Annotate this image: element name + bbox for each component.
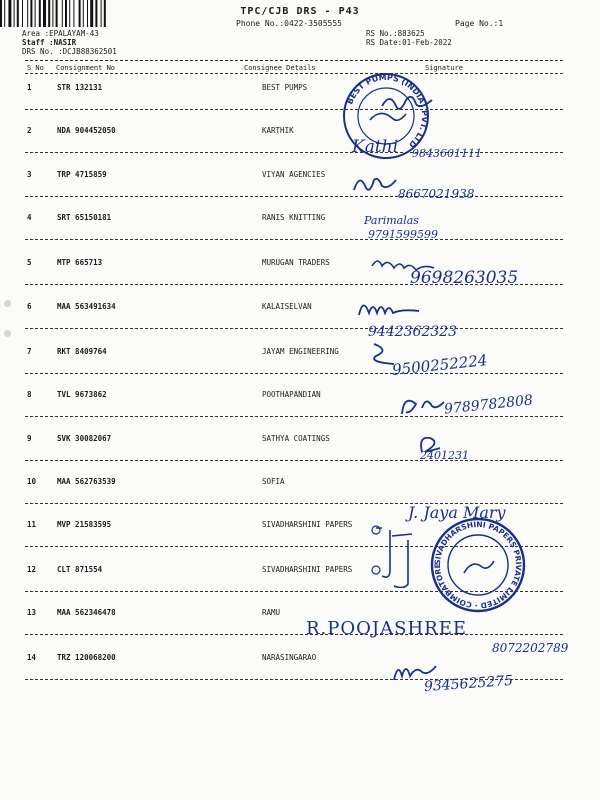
col-sno: S No xyxy=(27,64,44,72)
row-consignment-number: SRT 65150181 xyxy=(57,213,112,222)
row-consignee-name: SOFIA xyxy=(262,477,285,486)
row-consignee-name: POOTHAPANDIAN xyxy=(262,390,321,399)
row-consignment-number: NDA 904452050 xyxy=(57,126,116,135)
row-consignee-name: SATHYA COATINGS xyxy=(262,434,330,443)
row-divider xyxy=(25,152,563,153)
row-serial-number: 1 xyxy=(27,83,32,92)
row-consignee-name: RAMU xyxy=(262,608,281,617)
handwritten-phone: 9442362323 xyxy=(368,324,458,340)
handwritten-phone: 9791599599 xyxy=(368,228,438,241)
col-consignee: Consignee Details xyxy=(244,64,316,72)
row-consignment-number: MAA 562763539 xyxy=(57,477,116,486)
row-consignee-name: SIVADHARSHINI PAPERS xyxy=(262,520,353,529)
row-serial-number: 10 xyxy=(27,477,37,486)
row-serial-number: 7 xyxy=(27,347,32,356)
row-serial-number: 11 xyxy=(27,520,37,529)
company-seal-sivadharshini xyxy=(428,515,528,615)
row-divider xyxy=(25,460,563,461)
handwritten-phone: 8072202789 xyxy=(492,641,569,655)
area-label: Area :EPALAYAM-43 xyxy=(22,29,99,38)
row-consignment-number: MTP 665713 xyxy=(57,258,103,267)
row-serial-number: 14 xyxy=(27,653,37,662)
row-consignment-number: MVP 21583595 xyxy=(57,520,112,529)
row-divider xyxy=(25,109,563,110)
signature-scribble xyxy=(366,518,426,588)
row-divider xyxy=(25,196,563,197)
row-serial-number: 8 xyxy=(27,390,32,399)
svg-text:SIVADHARSHINI PAPERS PRIVATE L: SIVADHARSHINI PAPERS PRIVATE LIMITED · COIMBATORE xyxy=(432,519,524,611)
staff-label: Staff :NASIR xyxy=(22,38,77,47)
handwritten-phone: 9698263035 xyxy=(410,268,519,288)
row-consignment-number: TRZ 120068200 xyxy=(57,653,116,662)
row-serial-number: 4 xyxy=(27,213,32,222)
row-divider xyxy=(25,328,563,329)
handwritten-phone: 9843601111 xyxy=(412,147,482,160)
svg-text:BEST PUMPS (INDIA) PVT. LTD: BEST PUMPS (INDIA) PVT. LTD xyxy=(345,72,430,150)
row-consignment-number: SVK 30082067 xyxy=(57,434,112,443)
handwritten-phone: 2401231 xyxy=(420,449,469,462)
row-serial-number: 6 xyxy=(27,302,32,311)
document-title: TPC/CJB DRS - P43 xyxy=(240,6,360,17)
row-serial-number: 3 xyxy=(27,170,32,179)
signature-scribble xyxy=(396,392,446,418)
row-consignee-name: BEST PUMPS xyxy=(262,83,308,92)
rs-number: RS No.:883625 xyxy=(366,29,425,38)
row-consignment-number: STR 132131 xyxy=(57,83,103,92)
row-serial-number: 12 xyxy=(27,565,37,574)
row-consignee-name: MURUGAN TRADERS xyxy=(262,258,330,267)
rs-date: RS Date:01-Feb-2022 xyxy=(366,38,452,47)
handwritten-name: Parimalas xyxy=(364,214,419,227)
row-consignee-name: NARASINGARAO xyxy=(262,653,317,662)
handwritten-name: J. Jaya Mary xyxy=(408,503,506,522)
signature-scribble xyxy=(355,297,425,319)
punch-hole xyxy=(4,300,11,307)
punch-hole xyxy=(4,330,11,337)
row-divider xyxy=(25,416,563,417)
page-number: Page No.:1 xyxy=(455,19,504,28)
handwritten-phone: 9345625275 xyxy=(423,672,514,696)
row-serial-number: 9 xyxy=(27,434,32,443)
row-divider xyxy=(25,373,563,374)
row-consignment-number: MAA 562346478 xyxy=(57,608,116,617)
divider xyxy=(25,60,563,61)
signature-scribble xyxy=(350,170,400,196)
handwritten-name: Kathi xyxy=(352,137,399,157)
row-consignment-number: CLT 871554 xyxy=(57,565,103,574)
handwritten-phone: 9789782808 xyxy=(443,392,534,418)
handwritten-phone: 9500252224 xyxy=(391,351,489,379)
drs-number: DRS No. :DCJB88362501 xyxy=(22,47,117,56)
row-serial-number: 13 xyxy=(27,608,37,617)
row-consignment-number: RKT 8409764 xyxy=(57,347,107,356)
row-divider xyxy=(25,634,563,635)
col-signature: Signature xyxy=(425,64,463,72)
row-consignee-name: KALAISELVAN xyxy=(262,302,312,311)
row-serial-number: 5 xyxy=(27,258,32,267)
signature-scribble xyxy=(378,92,438,114)
row-consignee-name: RANIS KNITTING xyxy=(262,213,326,222)
col-consignment: Consignment No xyxy=(56,64,116,72)
row-consignee-name: JAYAM ENGINEERING xyxy=(262,347,339,356)
row-serial-number: 2 xyxy=(27,126,32,135)
row-consignee-name: KARTHIK xyxy=(262,126,294,135)
row-consignment-number: MAA 563491634 xyxy=(57,302,116,311)
row-consignment-number: TVL 9673862 xyxy=(57,390,107,399)
row-consignee-name: SIVADHARSHINI PAPERS xyxy=(262,565,353,574)
row-consignment-number: TRP 4715859 xyxy=(57,170,107,179)
row-consignee-name: VIYAN AGENCIES xyxy=(262,170,326,179)
phone-number: Phone No.:0422-3505555 xyxy=(236,19,342,28)
handwritten-phone: 8667021938 xyxy=(398,187,475,201)
divider xyxy=(25,73,563,74)
row-divider xyxy=(25,239,563,240)
handwritten-name: R.POOJASHREE xyxy=(306,618,467,639)
